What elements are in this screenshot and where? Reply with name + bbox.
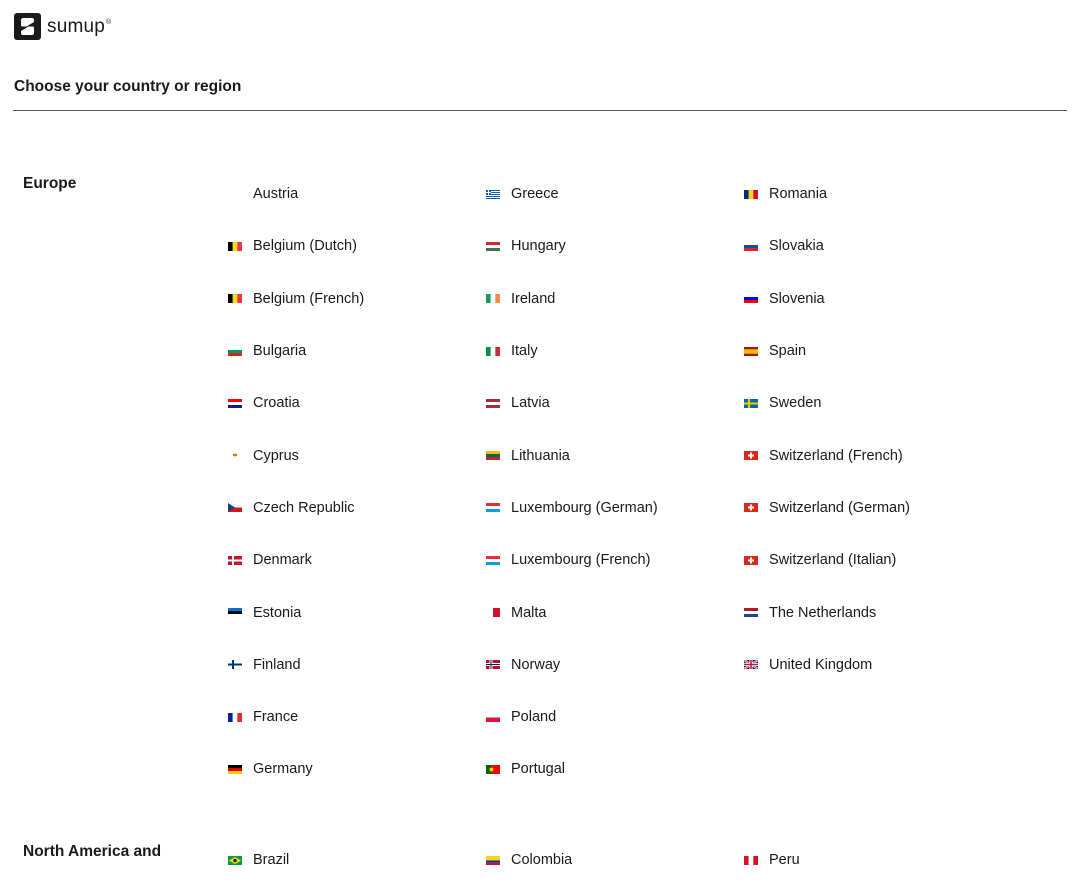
- country-list-item: [486, 691, 744, 743]
- fi-flag-icon: [228, 660, 242, 669]
- country-label: Portugal: [511, 761, 566, 778]
- country-link-slovenia[interactable]: [744, 273, 1002, 325]
- country-list-item: [744, 273, 1002, 325]
- country-label: Estonia: [253, 604, 302, 621]
- country-list-item: [228, 325, 486, 377]
- cy-flag-icon: [228, 451, 242, 460]
- country-label: Luxembourg (French): [511, 552, 651, 569]
- bg-flag-icon: [228, 347, 242, 356]
- co-flag-icon: [486, 856, 500, 865]
- country-link-bulgaria[interactable]: [228, 325, 486, 377]
- sumup-logo-icon: [14, 13, 41, 40]
- country-list-item: [228, 743, 486, 795]
- hr-flag-icon: [228, 399, 242, 408]
- country-link-lithuania[interactable]: [486, 429, 744, 481]
- region-label-north-america: North America and: [23, 843, 162, 860]
- country-link-czech-republic[interactable]: [228, 482, 486, 534]
- country-label: Italy: [511, 343, 538, 360]
- mt-flag-icon: [486, 608, 500, 617]
- country-label: Brazil: [253, 852, 290, 869]
- country-list-item: [486, 743, 744, 795]
- fr-flag-icon: [228, 713, 242, 722]
- country-list-item: [228, 834, 486, 886]
- si-flag-icon: [744, 294, 758, 303]
- country-link-belgium-dutch[interactable]: [228, 220, 486, 272]
- be-flag-icon: [228, 294, 242, 303]
- country-label: United Kingdom: [769, 656, 873, 673]
- country-list-item: [228, 482, 486, 534]
- country-label: Czech Republic: [253, 499, 355, 516]
- country-link-slovakia[interactable]: [744, 220, 1002, 272]
- pl-flag-icon: [486, 713, 500, 722]
- country-label: Austria: [253, 186, 299, 203]
- country-column: [744, 834, 1002, 886]
- country-link-italy[interactable]: [486, 325, 744, 377]
- country-label: Slovakia: [769, 238, 824, 255]
- country-label: The Netherlands: [769, 604, 877, 621]
- country-link-denmark[interactable]: [228, 534, 486, 586]
- country-label: Poland: [511, 709, 557, 726]
- country-column: [486, 834, 744, 886]
- it-flag-icon: [486, 347, 500, 356]
- country-link-cyprus[interactable]: [228, 429, 486, 481]
- country-list-item: [486, 429, 744, 481]
- country-link-hungary[interactable]: [486, 220, 744, 272]
- nl-flag-icon: [744, 608, 758, 617]
- country-link-sweden[interactable]: [744, 377, 1002, 429]
- country-list-item: [228, 639, 486, 691]
- ee-flag-icon: [228, 608, 242, 617]
- country-link-the-netherlands[interactable]: [744, 586, 1002, 638]
- country-label: Lithuania: [511, 447, 570, 464]
- country-link-peru[interactable]: [744, 834, 1002, 886]
- country-list-item: [486, 482, 744, 534]
- country-list-item: [744, 639, 1002, 691]
- country-link-luxembourg-german[interactable]: [486, 482, 744, 534]
- country-label: Finland: [253, 656, 301, 673]
- country-label: Romania: [769, 186, 828, 203]
- country-link-ireland[interactable]: [486, 273, 744, 325]
- country-label: Sweden: [769, 395, 822, 412]
- ch-flag-icon: [744, 556, 758, 565]
- country-list-item: [486, 273, 744, 325]
- country-column: [486, 168, 744, 796]
- country-label: Belgium (Dutch): [253, 238, 357, 255]
- country-label: Greece: [511, 186, 559, 203]
- country-link-switzerland-german[interactable]: [744, 482, 1002, 534]
- country-label: Germany: [253, 761, 313, 778]
- country-link-france[interactable]: [228, 691, 486, 743]
- country-label: Belgium (French): [253, 290, 365, 307]
- country-label: Hungary: [511, 238, 566, 255]
- country-list-item: [486, 534, 744, 586]
- country-label: Peru: [769, 852, 800, 869]
- country-label: Cyprus: [253, 447, 299, 464]
- sk-flag-icon: [744, 242, 758, 251]
- country-list-item: [744, 534, 1002, 586]
- country-list-item: [744, 325, 1002, 377]
- lu-flag-icon: [486, 556, 500, 565]
- country-column: [228, 834, 486, 886]
- country-label: Ireland: [511, 290, 556, 307]
- country-label: Croatia: [253, 395, 300, 412]
- de-flag-icon: [228, 765, 242, 774]
- country-label: France: [253, 709, 299, 726]
- country-link-romania[interactable]: [744, 168, 1002, 220]
- page-title: Choose your country or region: [14, 78, 242, 95]
- country-link-austria[interactable]: [228, 168, 486, 220]
- country-link-croatia[interactable]: [228, 377, 486, 429]
- country-list-item: [228, 429, 486, 481]
- country-list-item: [486, 168, 744, 220]
- country-list-item: [744, 220, 1002, 272]
- country-label: Malta: [511, 604, 547, 621]
- country-list-item: [228, 586, 486, 638]
- blank-flag-icon: [228, 190, 242, 199]
- country-list-item: [228, 377, 486, 429]
- country-link-brazil[interactable]: [228, 834, 486, 886]
- country-list-item: [228, 534, 486, 586]
- country-link-belgium-french[interactable]: [228, 273, 486, 325]
- country-list-item: [744, 482, 1002, 534]
- country-link-finland[interactable]: [228, 639, 486, 691]
- country-link-germany[interactable]: [228, 743, 486, 795]
- country-link-latvia[interactable]: [486, 377, 744, 429]
- pe-flag-icon: [744, 856, 758, 865]
- lt-flag-icon: [486, 451, 500, 460]
- country-label: Slovenia: [769, 290, 825, 307]
- country-list-item: [744, 377, 1002, 429]
- lu-flag-icon: [486, 503, 500, 512]
- country-label: Denmark: [253, 552, 312, 569]
- no-flag-icon: [486, 660, 500, 669]
- country-link-switzerland-italian[interactable]: [744, 534, 1002, 586]
- ch-flag-icon: [744, 503, 758, 512]
- country-label: Switzerland (French): [769, 447, 903, 464]
- country-list-item: [744, 429, 1002, 481]
- country-link-estonia[interactable]: [228, 586, 486, 638]
- be-flag-icon: [228, 242, 242, 251]
- country-list-item: [486, 220, 744, 272]
- country-label: Switzerland (German): [769, 499, 911, 516]
- br-flag-icon: [228, 856, 242, 865]
- country-label: Switzerland (Italian): [769, 552, 897, 569]
- country-list-item: [486, 325, 744, 377]
- country-list-item: [228, 273, 486, 325]
- region-label-europe: Europe: [23, 175, 77, 192]
- country-list-item: [228, 168, 486, 220]
- country-link-portugal[interactable]: [486, 743, 744, 795]
- country-list-item: [486, 586, 744, 638]
- country-list-item: [486, 639, 744, 691]
- dk-flag-icon: [228, 556, 242, 565]
- sumup-logo-link[interactable]: [14, 13, 111, 40]
- country-list-item: [228, 220, 486, 272]
- country-link-spain[interactable]: [744, 325, 1002, 377]
- country-list-item: [744, 586, 1002, 638]
- country-list-item: [228, 691, 486, 743]
- country-label: Latvia: [511, 395, 550, 412]
- country-link-luxembourg-french[interactable]: [486, 534, 744, 586]
- country-link-poland[interactable]: [486, 691, 744, 743]
- title-divider: [13, 110, 1067, 111]
- brand-name: sumup®: [47, 15, 112, 37]
- lv-flag-icon: [486, 399, 500, 408]
- country-link-switzerland-french[interactable]: [744, 429, 1002, 481]
- country-list-item: [486, 377, 744, 429]
- country-label: Bulgaria: [253, 343, 307, 360]
- country-link-malta[interactable]: [486, 586, 744, 638]
- country-label: Colombia: [511, 852, 573, 869]
- country-list-item: [486, 834, 744, 886]
- es-flag-icon: [744, 347, 758, 356]
- country-label: Spain: [769, 343, 807, 360]
- country-label: Norway: [511, 656, 561, 673]
- country-label: Luxembourg (German): [511, 499, 658, 516]
- country-column: [744, 168, 1002, 691]
- country-column: [228, 168, 486, 796]
- gr-flag-icon: [486, 190, 500, 199]
- country-list-item: [744, 168, 1002, 220]
- ro-flag-icon: [744, 190, 758, 199]
- country-link-greece[interactable]: [486, 168, 744, 220]
- gb-flag-icon: [744, 660, 758, 669]
- ch-flag-icon: [744, 451, 758, 460]
- country-list-item: [744, 834, 1002, 886]
- country-link-colombia[interactable]: [486, 834, 744, 886]
- country-link-norway[interactable]: [486, 639, 744, 691]
- ie-flag-icon: [486, 294, 500, 303]
- pt-flag-icon: [486, 765, 500, 774]
- cz-flag-icon: [228, 503, 242, 512]
- hu-flag-icon: [486, 242, 500, 251]
- se-flag-icon: [744, 399, 758, 408]
- country-link-united-kingdom[interactable]: [744, 639, 1002, 691]
